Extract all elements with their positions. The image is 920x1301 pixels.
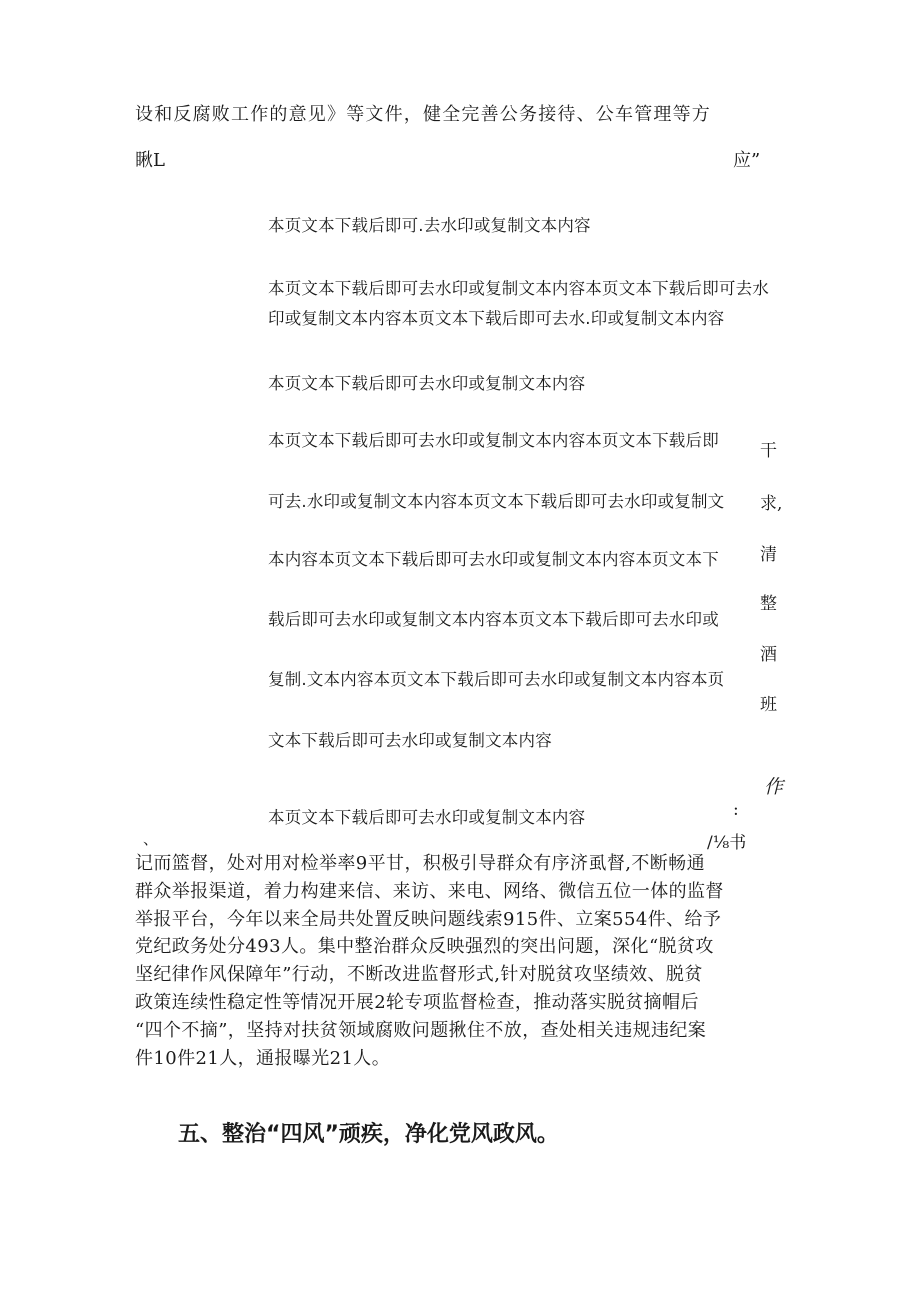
- watermark-text-4-line: 文本下载后即可去水印或复制文本内容: [268, 731, 552, 750]
- watermark-text-4-line: 本内容本页文本下载后即可去水印或复制文本内容本页文本下: [268, 550, 719, 569]
- side-char-fraction: /⅛书: [707, 833, 747, 853]
- body-paragraph: [135, 850, 785, 1072]
- top-text-line-2-left: 瞅L: [135, 150, 165, 171]
- watermark-text-4-line: 本页文本下载后即可去水印或复制文本内容本页文本下载后即: [268, 431, 719, 450]
- side-char: 清: [760, 545, 777, 565]
- body-line: 件10件21人，通报曝光21人。: [135, 1047, 391, 1069]
- body-line: “四个不摘”，坚持对扶贫领域腐败问题揪住不放，查处相关违规违纪案: [135, 1019, 707, 1041]
- watermark-text-4-line: 可去.水印或复制文本内容本页文本下载后即可去水印或复制文: [268, 492, 725, 511]
- side-char-clipped: 班: [760, 695, 777, 715]
- side-char: 整: [760, 594, 777, 614]
- side-char: 酒: [760, 645, 777, 665]
- watermark-text-4-line: 复制.文本内容本页文本下载后即可去水印或复制文本内容本页: [268, 670, 725, 689]
- side-char: 作: [764, 776, 784, 798]
- side-char-comma: 、: [143, 830, 159, 848]
- watermark-text-3: 本页文本下载后即可去水印或复制文本内容: [268, 374, 586, 393]
- side-char: 求,: [760, 494, 783, 514]
- watermark-text-4-line: 载后即可去水印或复制文本内容本页文本下载后即可去水印或: [268, 610, 719, 629]
- body-line: 党纪政务处分493人。集中整治群众反映强烈的突出问题，深化“脱贫攻: [135, 936, 714, 958]
- top-text-line-1: 设和反腐败工作的意见》等文件，健全完善公务接待、公车管理等方: [135, 104, 711, 125]
- watermark-text-5: 本页文本下载后即可去水印或复制文本内容: [268, 808, 586, 827]
- body-line: 群众举报渠道，着力构建来信、来访、来电、网络、微信五位一体的监督: [135, 880, 724, 902]
- section-heading: 五、整治“四风”顽疾，净化党风政风。: [178, 1122, 559, 1147]
- side-char-colon: :: [733, 800, 739, 820]
- watermark-text-1: 本页文本下载后即可.去水印或复制文本内容: [268, 216, 591, 235]
- watermark-text-2b: 印或复制文本内容本页文本下载后即可去水.印或复制文本内容: [268, 309, 725, 328]
- watermark-text-2a: 本页文本下载后即可去水印或复制文本内容本页文本下载后即可去水: [268, 279, 769, 298]
- body-line: 举报平台，今年以来全局共处置反映问题线索915件、立案554件、给予: [135, 908, 722, 930]
- top-text-line-2-right: 应”: [733, 150, 761, 171]
- body-line: 记而篮督，处对用对检举率9平甘，积极引导群众有序济虱督,不断畅通: [135, 853, 705, 874]
- body-line: 政策连续性稳定性等情况开展2轮专项监督检查，推动落实脱贫摘帽后: [135, 991, 699, 1013]
- side-char: 干: [760, 441, 777, 461]
- body-line: 坚纪律作风保障年”行动，不断改进监督形式,针对脱贫攻坚绩效、脱贫: [135, 964, 703, 986]
